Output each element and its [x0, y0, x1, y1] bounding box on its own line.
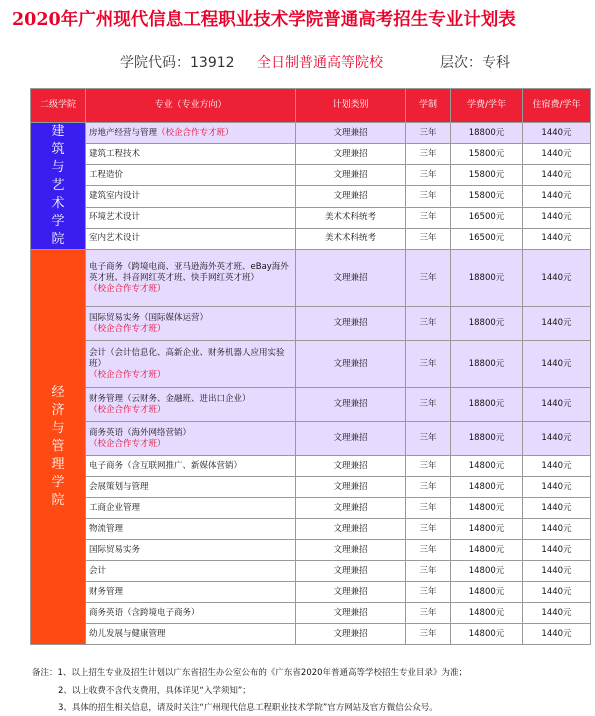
- tuition-cell: 16500元: [451, 228, 523, 249]
- college-code-value: 13912: [190, 55, 235, 71]
- major-name: 电子商务（跨境电商、亚马逊海外英才班、eBay海外英才班、抖音网红英才班、快手网红英才班）: [89, 261, 289, 283]
- years-cell: 三年: [406, 207, 451, 228]
- major-name: 幼儿发展与健康管理: [89, 628, 166, 639]
- table-row: [31, 540, 591, 561]
- dorm-cell: 1440元: [523, 388, 591, 422]
- tuition-cell: 14800元: [451, 456, 523, 477]
- major-name: 房地产经营与管理: [89, 127, 158, 138]
- major-tag: （校企合作专才班）: [89, 438, 166, 449]
- tuition-cell: 15800元: [451, 186, 523, 207]
- table-row: [31, 165, 591, 186]
- major-tag: （校企合作专才班）: [89, 369, 166, 380]
- category-cell: 文理兼招: [296, 582, 406, 603]
- category-cell: 文理兼招: [296, 123, 406, 144]
- major-tag: （校企合作专才班）: [89, 283, 166, 294]
- note-1: 备注：1、以上招生专业及招生计划以广东省招生办公室公布的《广东省2020年普通高等学校招生专业目录》为准；: [32, 668, 468, 678]
- page-title: 2020年广州现代信息工程职业技术学院普通高考招生专业计划表: [12, 10, 516, 30]
- major-cell: [86, 477, 296, 498]
- years-cell: 三年: [406, 144, 451, 165]
- category-cell: 文理兼招: [296, 307, 406, 341]
- table-row: [31, 456, 591, 477]
- tuition-cell: 14800元: [451, 519, 523, 540]
- category-cell: 美术术科统考: [296, 228, 406, 249]
- table-row: [31, 228, 591, 249]
- table-row: [31, 422, 591, 456]
- header-major: 专业（专业方向）: [86, 89, 296, 123]
- dorm-cell: 1440元: [523, 250, 591, 307]
- tuition-cell: 14800元: [451, 624, 523, 645]
- dorm-cell: 1440元: [523, 519, 591, 540]
- major-cell: [86, 456, 296, 477]
- major-cell: [86, 341, 296, 388]
- major-name: 建筑工程技术: [89, 148, 141, 159]
- dorm-cell: 1440元: [523, 477, 591, 498]
- category-cell: 文理兼招: [296, 519, 406, 540]
- dorm-cell: 1440元: [523, 228, 591, 249]
- header-college: 二级学院: [31, 89, 86, 123]
- college-code: [120, 52, 235, 72]
- note-2: 2、以上收费不含代支费用，具体详见“入学须知”；: [58, 686, 251, 696]
- table-row: [31, 123, 591, 144]
- category-cell: 文理兼招: [296, 477, 406, 498]
- category-cell: 文理兼招: [296, 624, 406, 645]
- table-row: [31, 144, 591, 165]
- years-cell: 三年: [406, 123, 451, 144]
- college-cell: 建 筑 与 艺 术 学 院: [31, 123, 86, 250]
- table-row: [31, 561, 591, 582]
- major-name: 国际贸易实务（国际媒体运营）: [89, 312, 209, 323]
- major-cell: [86, 388, 296, 422]
- major-name: 会展策划与管理: [89, 481, 149, 492]
- table-row: [31, 186, 591, 207]
- category-cell: 文理兼招: [296, 561, 406, 582]
- dorm-cell: 1440元: [523, 540, 591, 561]
- table-row: [31, 341, 591, 388]
- dorm-cell: 1440元: [523, 561, 591, 582]
- dorm-cell: 1440元: [523, 165, 591, 186]
- dorm-cell: 1440元: [523, 307, 591, 341]
- years-cell: 三年: [406, 498, 451, 519]
- tuition-cell: 14800元: [451, 582, 523, 603]
- years-cell: 三年: [406, 582, 451, 603]
- dorm-cell: 1440元: [523, 603, 591, 624]
- major-name: 建筑室内设计: [89, 191, 141, 202]
- category-cell: 文理兼招: [296, 388, 406, 422]
- table-row: [31, 388, 591, 422]
- years-cell: 三年: [406, 540, 451, 561]
- years-cell: 三年: [406, 186, 451, 207]
- major-name: 室内艺术设计: [89, 233, 141, 244]
- years-cell: 三年: [406, 341, 451, 388]
- table-row: [31, 582, 591, 603]
- tuition-cell: 15800元: [451, 165, 523, 186]
- major-cell: [86, 519, 296, 540]
- tuition-cell: 18800元: [451, 307, 523, 341]
- years-cell: 三年: [406, 388, 451, 422]
- category-cell: 文理兼招: [296, 341, 406, 388]
- dorm-cell: 1440元: [523, 207, 591, 228]
- major-tag: （校企合作专才班）: [157, 127, 234, 138]
- level-label: 层次：: [440, 55, 482, 71]
- major-tag: （校企合作专才班）: [89, 404, 166, 415]
- years-cell: 三年: [406, 561, 451, 582]
- major-name: 会计（会计信息化、高新企业、财务机器人应用实验班）: [89, 347, 285, 369]
- table-row: [31, 307, 591, 341]
- dorm-cell: 1440元: [523, 341, 591, 388]
- tuition-cell: 16500元: [451, 207, 523, 228]
- dorm-cell: 1440元: [523, 582, 591, 603]
- major-cell: [86, 228, 296, 249]
- table-row: [31, 624, 591, 645]
- years-cell: 三年: [406, 624, 451, 645]
- dorm-cell: 1440元: [523, 498, 591, 519]
- level: [440, 52, 510, 72]
- table-row: [31, 250, 591, 307]
- tuition-cell: 18800元: [451, 388, 523, 422]
- years-cell: 三年: [406, 519, 451, 540]
- major-name: 电子商务（含互联网推广、新媒体营销）: [89, 460, 243, 471]
- major-name: 财务管理: [89, 586, 124, 597]
- major-cell: [86, 540, 296, 561]
- major-cell: [86, 144, 296, 165]
- table-row: [31, 519, 591, 540]
- category-cell: 文理兼招: [296, 144, 406, 165]
- major-cell: [86, 186, 296, 207]
- years-cell: 三年: [406, 477, 451, 498]
- major-cell: [86, 561, 296, 582]
- years-cell: 三年: [406, 422, 451, 456]
- enrollment-plan-table: [30, 88, 591, 645]
- major-cell: [86, 123, 296, 144]
- major-name: 工商企业管理: [89, 502, 141, 513]
- college-code-label: 学院代码：: [120, 55, 190, 71]
- header-years: 学制: [406, 89, 451, 123]
- major-cell: [86, 207, 296, 228]
- category-cell: 文理兼招: [296, 186, 406, 207]
- tuition-cell: 18800元: [451, 123, 523, 144]
- major-name: 财务管理（云财务、金融班、进出口企业）: [89, 393, 251, 404]
- major-cell: [86, 624, 296, 645]
- note-3: 3、具体的招生相关信息，请及时关注“广州现代信息工程职业技术学院”官方网站及官方微信公众号。: [58, 703, 438, 713]
- table-row: [31, 498, 591, 519]
- years-cell: 三年: [406, 228, 451, 249]
- tuition-cell: 18800元: [451, 341, 523, 388]
- tuition-cell: 14800元: [451, 540, 523, 561]
- tuition-cell: 14800元: [451, 603, 523, 624]
- category-cell: 文理兼招: [296, 603, 406, 624]
- major-cell: [86, 603, 296, 624]
- category-cell: 文理兼招: [296, 456, 406, 477]
- table-header-row: [31, 89, 591, 123]
- dorm-cell: 1440元: [523, 456, 591, 477]
- tuition-cell: 18800元: [451, 422, 523, 456]
- tuition-cell: 14800元: [451, 498, 523, 519]
- major-name: 环境艺术设计: [89, 212, 141, 223]
- header-tuition: 学费/学年: [451, 89, 523, 123]
- college-cell: 经 济 与 管 理 学 院: [31, 250, 86, 645]
- table-row: [31, 207, 591, 228]
- header-dorm: 住宿费/学年: [523, 89, 591, 123]
- major-name: 商务英语（含跨境电子商务）: [89, 607, 200, 618]
- tuition-cell: 15800元: [451, 144, 523, 165]
- category-cell: 文理兼招: [296, 250, 406, 307]
- dorm-cell: 1440元: [523, 422, 591, 456]
- category-cell: 文理兼招: [296, 422, 406, 456]
- major-cell: [86, 422, 296, 456]
- dorm-cell: 1440元: [523, 186, 591, 207]
- category-cell: 美术术科统考: [296, 207, 406, 228]
- major-name: 物流管理: [89, 523, 124, 534]
- tuition-cell: 14800元: [451, 561, 523, 582]
- header-category: 计划类别: [296, 89, 406, 123]
- major-tag: （校企合作专才班）: [89, 323, 166, 334]
- major-name: 国际贸易实务: [89, 544, 141, 555]
- major-name: 工程造价: [89, 169, 124, 180]
- tuition-cell: 14800元: [451, 477, 523, 498]
- tuition-cell: 18800元: [451, 250, 523, 307]
- dorm-cell: 1440元: [523, 123, 591, 144]
- category-cell: 文理兼招: [296, 165, 406, 186]
- major-cell: [86, 498, 296, 519]
- major-cell: [86, 582, 296, 603]
- years-cell: 三年: [406, 307, 451, 341]
- years-cell: 三年: [406, 456, 451, 477]
- major-name: 商务英语（海外网络营销）: [89, 427, 192, 438]
- major-cell: [86, 307, 296, 341]
- dorm-cell: 1440元: [523, 144, 591, 165]
- years-cell: 三年: [406, 250, 451, 307]
- school-type: 全日制普通高等院校: [257, 55, 383, 71]
- years-cell: 三年: [406, 165, 451, 186]
- table-row: [31, 477, 591, 498]
- years-cell: 三年: [406, 603, 451, 624]
- major-cell: [86, 250, 296, 307]
- category-cell: 文理兼招: [296, 540, 406, 561]
- category-cell: 文理兼招: [296, 498, 406, 519]
- level-value: 专科: [482, 55, 510, 71]
- major-name: 会计: [89, 565, 107, 576]
- table-row: [31, 603, 591, 624]
- dorm-cell: 1440元: [523, 624, 591, 645]
- major-cell: [86, 165, 296, 186]
